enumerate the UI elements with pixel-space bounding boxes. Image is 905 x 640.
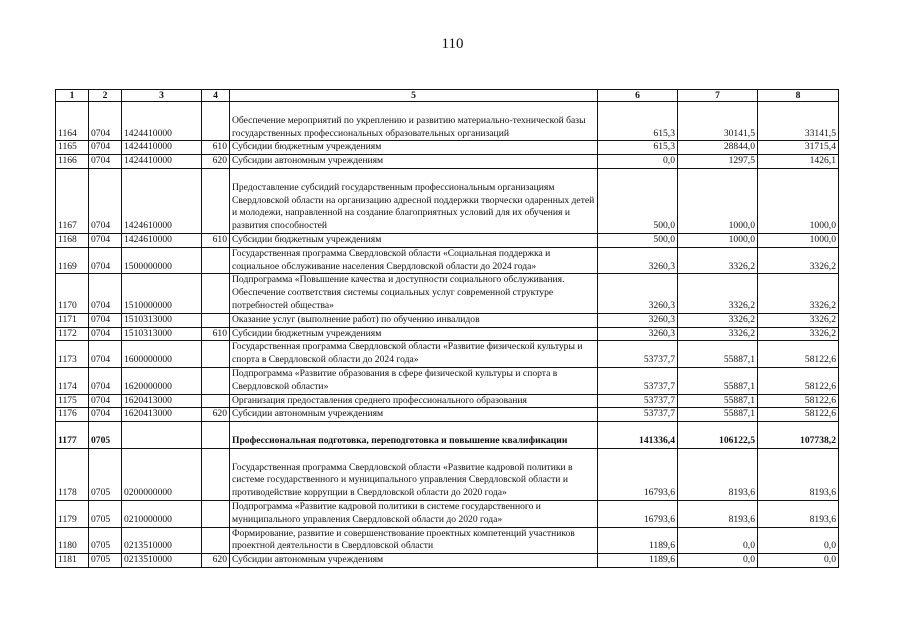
section-code: 0705 [89,500,122,527]
row-number: 1174 [56,367,89,394]
amount-col6: 3260,3 [598,327,678,341]
section-code: 0704 [89,168,122,233]
amount-col8: 1000,0 [758,168,839,233]
column-header-4: 4 [202,90,230,102]
section-code: 0705 [89,554,122,568]
table-row [56,422,839,449]
amount-col8: 58122,6 [758,367,839,394]
amount-col8: 107738,2 [758,422,839,449]
amount-col6: 141336,4 [598,422,678,449]
amount-col6: 500,0 [598,168,678,233]
amount-col6: 3260,3 [598,274,678,313]
expense-type-code [202,367,230,394]
item-name: Подпрограмма «Развитие кадровой политики в системе государственного и муниципального управления Свердловской области до 2020 года» [230,500,598,527]
expense-type-code [202,448,230,500]
table-row [56,341,839,368]
row-number: 1175 [56,394,89,408]
amount-col8: 58122,6 [758,341,839,368]
amount-col7: 106122,5 [678,422,758,449]
item-name: Субсидии бюджетным учреждениям [230,141,598,155]
section-code: 0704 [89,367,122,394]
amount-col6: 0,0 [598,155,678,169]
item-name: Субсидии бюджетным учреждениям [230,327,598,341]
table-row [56,274,839,313]
section-code: 0704 [89,327,122,341]
item-name: Субсидии автономным учреждениям [230,554,598,568]
row-number: 1171 [56,313,89,327]
item-name: Государственная программа Свердловской области «Развитие кадровой политики в системе государственного и муниципального управления Свердловской области и противодействие коррупции в Свердловской области до 2020 года» [230,448,598,500]
amount-col7: 8193,6 [678,500,758,527]
amount-col6: 500,0 [598,233,678,247]
item-name: Субсидии автономным учреждениям [230,408,598,422]
section-code: 0704 [89,233,122,247]
target-article-code: 0213510000 [122,527,202,554]
amount-col8: 8193,6 [758,500,839,527]
table-row [56,527,839,554]
amount-col7: 1297,5 [678,155,758,169]
amount-col6: 615,3 [598,102,678,141]
page-number: 110 [441,36,464,52]
target-article-code: 1424610000 [122,168,202,233]
target-article-code: 1424410000 [122,155,202,169]
expense-type-code [202,500,230,527]
table-body [56,102,839,568]
expense-type-code [202,422,230,449]
item-name: Государственная программа Свердловской области «Социальная поддержка и социальное обслуживание населения Свердловской области до 2024 года» [230,247,598,274]
expense-type-code [202,527,230,554]
expense-type-code [202,102,230,141]
amount-col7: 3326,2 [678,327,758,341]
row-number: 1164 [56,102,89,141]
section-code: 0704 [89,394,122,408]
amount-col6: 3260,3 [598,313,678,327]
table-row [56,554,839,568]
amount-col8: 3326,2 [758,274,839,313]
row-number: 1177 [56,422,89,449]
amount-col7: 3326,2 [678,247,758,274]
item-name: Подпрограмма «Развитие образования в сфере физической культуры и спорта в Свердловской области» [230,367,598,394]
amount-col8: 3326,2 [758,313,839,327]
row-number: 1168 [56,233,89,247]
target-article-code: 0200000000 [122,448,202,500]
item-name: Государственная программа Свердловской области «Развитие физической культуры и спорта в Свердловской области до 2024 года» [230,341,598,368]
table-row [56,247,839,274]
budget-table [55,89,839,568]
amount-col8: 3326,2 [758,327,839,341]
target-article-code: 1620413000 [122,394,202,408]
section-code: 0704 [89,155,122,169]
amount-col8: 1000,0 [758,233,839,247]
table-row [56,500,839,527]
expense-type-code [202,168,230,233]
table-row [56,448,839,500]
table-row [56,233,839,247]
target-article-code: 1510000000 [122,274,202,313]
section-code: 0705 [89,527,122,554]
item-name: Предоставление субсидий государственным профессиональным организациям Свердловской области на организацию адресной поддержки творчески одаренных детей и молодежи, направленной на создание благоприятных условий для их обучения и развития способностей [230,168,598,233]
target-article-code [122,422,202,449]
row-number: 1176 [56,408,89,422]
amount-col7: 55887,1 [678,367,758,394]
column-header-8: 8 [758,90,839,102]
section-code: 0704 [89,408,122,422]
amount-col7: 55887,1 [678,341,758,368]
item-name: Профессиональная подготовка, переподготовка и повышение квалификации [230,422,598,449]
expense-type-code [202,247,230,274]
amount-col8: 31715,4 [758,141,839,155]
item-name: Субсидии автономным учреждениям [230,155,598,169]
amount-col8: 8193,6 [758,448,839,500]
amount-col8: 0,0 [758,527,839,554]
section-code: 0704 [89,247,122,274]
amount-col7: 0,0 [678,554,758,568]
target-article-code: 1600000000 [122,341,202,368]
table-row [56,313,839,327]
amount-col8: 33141,5 [758,102,839,141]
table-row [56,394,839,408]
amount-col7: 30141,5 [678,102,758,141]
amount-col8: 1426,1 [758,155,839,169]
amount-col7: 8193,6 [678,448,758,500]
section-code: 0705 [89,422,122,449]
column-header-6: 6 [598,90,678,102]
expense-type-code [202,394,230,408]
amount-col6: 615,3 [598,141,678,155]
column-header-5: 5 [230,90,598,102]
expense-type-code: 620 [202,155,230,169]
section-code: 0704 [89,274,122,313]
section-code: 0704 [89,313,122,327]
amount-col8: 58122,6 [758,394,839,408]
amount-col8: 58122,6 [758,408,839,422]
item-name: Организация предоставления среднего профессионального образования [230,394,598,408]
row-number: 1179 [56,500,89,527]
amount-col8: 3326,2 [758,247,839,274]
row-number: 1170 [56,274,89,313]
row-number: 1178 [56,448,89,500]
amount-col7: 3326,2 [678,313,758,327]
amount-col6: 1189,6 [598,554,678,568]
amount-col7: 55887,1 [678,408,758,422]
target-article-code: 1424410000 [122,141,202,155]
section-code: 0704 [89,102,122,141]
target-article-code: 0210000000 [122,500,202,527]
target-article-code: 1500000000 [122,247,202,274]
item-name: Формирование, развитие и совершенствование проектных компетенций участников проектной деятельности в Свердловской области [230,527,598,554]
expense-type-code: 610 [202,233,230,247]
item-name: Субсидии бюджетным учреждениям [230,233,598,247]
target-article-code: 1510313000 [122,313,202,327]
amount-col6: 3260,3 [598,247,678,274]
amount-col7: 1000,0 [678,168,758,233]
row-number: 1180 [56,527,89,554]
table-row [56,168,839,233]
table-row [56,408,839,422]
amount-col6: 16793,6 [598,448,678,500]
target-article-code: 1620000000 [122,367,202,394]
row-number: 1181 [56,554,89,568]
amount-col6: 53737,7 [598,408,678,422]
expense-type-code [202,341,230,368]
amount-col7: 0,0 [678,527,758,554]
target-article-code: 0213510000 [122,554,202,568]
target-article-code: 1424410000 [122,102,202,141]
expense-type-code: 620 [202,408,230,422]
amount-col7: 55887,1 [678,394,758,408]
table-row [56,327,839,341]
amount-col6: 53737,7 [598,394,678,408]
header-row [56,90,839,102]
amount-col8: 0,0 [758,554,839,568]
expense-type-code [202,313,230,327]
target-article-code: 1510313000 [122,327,202,341]
row-number: 1165 [56,141,89,155]
expense-type-code: 610 [202,141,230,155]
item-name: Оказание услуг (выполнение работ) по обучению инвалидов [230,313,598,327]
target-article-code: 1424610000 [122,233,202,247]
expense-type-code: 610 [202,327,230,341]
row-number: 1166 [56,155,89,169]
table-row [56,155,839,169]
row-number: 1169 [56,247,89,274]
amount-col6: 53737,7 [598,367,678,394]
section-code: 0705 [89,448,122,500]
amount-col7: 3326,2 [678,274,758,313]
column-header-1: 1 [56,90,89,102]
column-header-3: 3 [122,90,202,102]
item-name: Обеспечение мероприятий по укреплению и развитию материально-технической базы государственных профессиональных образовательных организаций [230,102,598,141]
amount-col6: 53737,7 [598,341,678,368]
table-row [56,141,839,155]
target-article-code: 1620413000 [122,408,202,422]
amount-col7: 28844,0 [678,141,758,155]
column-header-2: 2 [89,90,122,102]
row-number: 1167 [56,168,89,233]
amount-col6: 16793,6 [598,500,678,527]
expense-type-code [202,274,230,313]
section-code: 0704 [89,341,122,368]
table-row [56,102,839,141]
column-header-7: 7 [678,90,758,102]
row-number: 1173 [56,341,89,368]
amount-col7: 1000,0 [678,233,758,247]
table-row [56,367,839,394]
section-code: 0704 [89,141,122,155]
expense-type-code: 620 [202,554,230,568]
item-name: Подпрограмма «Повышение качества и доступности социального обслуживания. Обеспечение соответствия системы социальных услуг современной структуре потребностей общества» [230,274,598,313]
amount-col6: 1189,6 [598,527,678,554]
row-number: 1172 [56,327,89,341]
